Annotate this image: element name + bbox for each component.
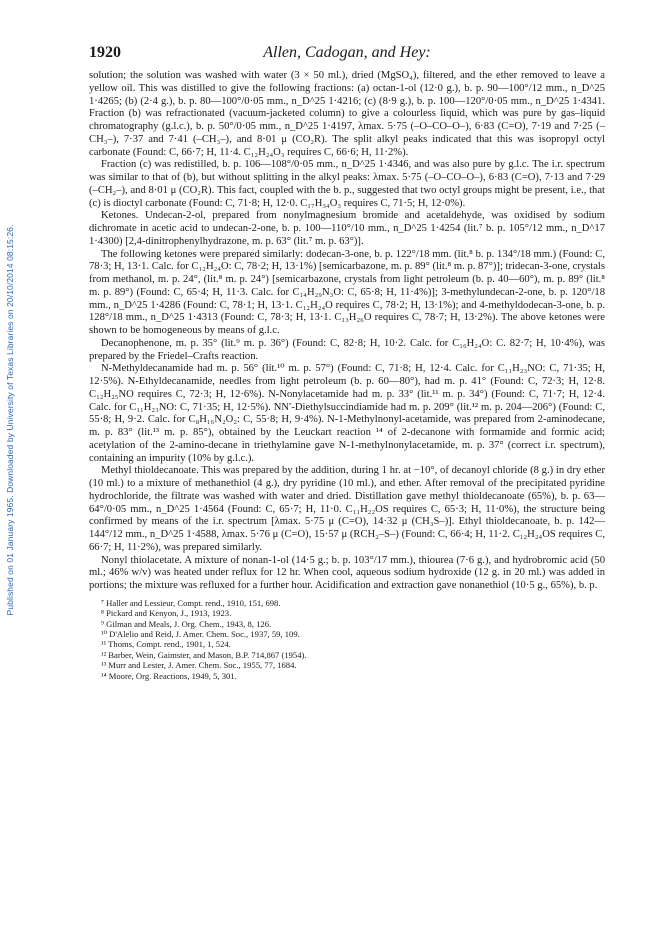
paragraph-fraction-c: Fraction (c) was redistilled, b. p. 106—108°/0·05 mm., n_D^25 1·4346, and was also pure by g.l.c. The i.r. spectrum was similar to that of (b), but without splitting in the alkyl peaks: λmax. 5·75 (–O–CO–O–), 6·83 (C=O), 7·13 and 7·29 (–CH₂–), and 8·01 μ (CO₂R). This fact, coupled with the b. p., suggested that two octyl groups might be present, i.e., that (c) is dioctyl carbonate (Found: C, 71·8; H, 12·0. C₁₇H₃₄O₃ requires C, 71·5; H, 12·0%). bbox=[89, 159, 605, 209]
reference-item: ¹¹ Thoms, Compt. rend., 1901, 1, 524. bbox=[101, 639, 231, 650]
footnote-references bbox=[89, 598, 605, 681]
download-watermark-text: Published on 01 January 1965. Downloaded by University of Texas Libraries on 20/10/2014 08:15:26. bbox=[5, 224, 15, 616]
paragraph-continuation: solution; the solution was washed with water (3 × 50 ml.), dried (MgSO₄), filtered, and the ether removed to leave a yellow oil. This was distilled to give the following fractions: (a) octan-1-ol (12·0 g.), b. p. 90—100°/12 mm., n_D^25 1·4265; (b) (2·4 g.), b. p. 80—100°/0·05 mm., n_D^25 1·4216; (c) (8·9 g.), b. p. 100—120°/0·05 mm., n_D^25 1·4341. Fraction (b) was refractionated (vacuum-jacketed column) to give a colourless liquid, which was pure by gas–liquid chromatography (g.l.c.), b. p. 50°/0·05 mm., n_D^25 1·4197, λmax. 5·75 (–O–CO–O–), 6·83 (C=O), 7·19 and 7·25 (–CH₃–), 7·37 and 7·41 (–CH₃–), and 8·01 μ (CO₂R). The split alkyl peaks indicated that this was isopropyl octyl carbonate (Found: C, 66·7; H, 11·4. C₁₂H₂₄O₃ requires C, 66·6; H, 11·2%). bbox=[89, 70, 605, 158]
reference-item: ⁷ Haller and Lessieur, Compt. rend., 1910, 151, 698. bbox=[101, 597, 281, 608]
paragraph-amides: N-Methyldecanamide had m. p. 56° (lit.¹⁰ m. p. 57°) (Found: C, 71·8; H, 12·4. Calc. for C₁₁H₂₃NO: C, 71·35; H, 12·5%). N-Ethyldecanamide, needles from light petroleum (b. p. 60—80°), had m. p. 41° (Found: C, 72·3; H, 12·8. C₁₂H₂₅NO requires C, 72·3; H, 12·6%). N-Nonylacetamide had m. p. 33° (lit.¹¹ m. p. 34°) (Found: C, 71·7; H, 12·4. Calc. for C₁₁H₂₃NO: C, 71·35; H, 12·5%). NN′-Diethylsuccindiamide had m. p. 209° (lit.¹² m. p. 204—206°) (Found: C, 55·8; H, 9·2. Calc. for C₈H₁₆N₂O₂: C, 55·8; H, 9·4%). N-1-Methylnonyl-acetamide, was prepared from 2-aminodecane, m. p. 83° (lit.¹³ m. p. 85°), obtained by the Leuckart reaction ¹⁴ of 2-decanone with formamide and formic acid; acetylation of the 2-amino-decane in triethylamine gave N-1-methylnonylacetamide, m. p. 37° (correct i.r. spectrum), containing an impurity (10% by g.l.c.). bbox=[89, 363, 605, 464]
journal-page bbox=[89, 44, 605, 681]
reference-item: ¹² Barber, Wein, Gaimster, and Mason, B.P. 714,867 (1954). bbox=[101, 649, 307, 660]
page-header bbox=[89, 44, 605, 64]
download-watermark bbox=[2, 120, 18, 720]
reference-item: ¹⁴ Moore, Org. Reactions, 1949, 5, 301. bbox=[101, 670, 237, 681]
page-number: 1920 bbox=[89, 44, 121, 61]
reference-item: ¹³ Murr and Lester, J. Amer. Chem. Soc., 1955, 77, 1684. bbox=[101, 660, 297, 671]
paragraph-ketone-series: The following ketones were prepared similarly: dodecan-3-one, b. p. 122°/18 mm. (lit.⁸ b. p. 134°/18 mm.) (Found: C, 78·3; H, 13·1. Calc. for C₁₂H₂₄O: C, 78·2; H, 13·1%) [semicarbazone, m. p. 89° (lit.⁸ m. p. 87°)]; tridecan-3-one, crystals from methanol, m. p. 24°, (lit.⁸ m. p. 24°) [semicarbazone, crystals from light petroleum (b. p. 40—60°), m. p. 89° (lit.⁸ m. p. 89°) (Found: C, 65·4; H, 11·3. Calc. for C₁₄H₂₉N₃O: C, 65·8; H, 11·4%)]; 3-methylundecan-2-one, b. p. 120°/18 mm., n_D^25 1·4286 (Found: C, 78·1; H, 13·1. C₁₂H₂₄O requires C, 78·2; H, 13·1%); and 4-methyldodecan-3-one, b. p. 128°/18 mm., n_D^25 1·4313 (Found: C, 78·3; H, 13·1. C₁₃H₂₆O requires C, 78·7; H, 13·2%). The above ketones were shown to be homogeneous by means of g.l.c. bbox=[89, 248, 605, 336]
paragraph-decanophenone: Decanophenone, m. p. 35° (lit.⁹ m. p. 36°) (Found: C, 82·8; H, 10·2. Calc. for C₁₆H₂₄O: C. 82·7; H, 10·4%), was prepared by the Friedel–Crafts reaction. bbox=[89, 337, 605, 362]
paragraph-methyl-thioldecanoate: Methyl thioldecanoate. This was prepared by the addition, during 1 hr. at −10°, of decanoyl chloride (8 g.) in dry ether (10 ml.) to a mixture of methanethiol (4 g.), dry pyridine (10 ml.), and ether. After removal of the precipitated pyridine hydrochloride, the filtrate was washed with water and dried. Distillation gave methyl thioldecanoate (65%), b. p. 63—64°/0·05 mm., n_D^25 1·4564 (Found: C, 65·7; H, 11·0. C₁₁H₂₂OS requires C, 65·3; H, 11·0%), the structure being confirmed by means of the i.r. spectrum [λmax. 5·75 μ (C=O), 14·32 μ (CH₃S–)]. Ethyl thioldecanoate, b. p. 142—144°/12 mm., n_D^25 1·4588, λmax. 5·76 μ (C=O), 15·57 μ (RCH₂–S–) (Found: C, 66·4; H, 11·2. C₁₂H₂₄OS requires C, 66·7; H, 11·2%), was prepared similarly. bbox=[89, 465, 605, 553]
paragraph-nonyl-thiolacetate: Nonyl thiolacetate. A mixture of nonan-1-ol (14·5 g.; b. p. 103°/17 mm.), thiourea (7·6 g.), and hydrobromic acid (50 ml.; 46% w/v) was heated under reflux for 12 hr. When cool, aqueous sodium hydroxide (12 g. in 20 ml.) was added in portions; the mixture was refluxed for a further hour. Acidification and extraction gave nonanethiol (10·5 g., 65%), b. p. bbox=[89, 554, 605, 591]
running-title: Allen, Cadogan, and Hey: bbox=[263, 44, 431, 61]
reference-item: ⁹ Gilman and Meals, J. Org. Chem., 1943, 8, 126. bbox=[101, 618, 272, 629]
paragraph-ketones: Ketones. Undecan-2-ol, prepared from nonylmagnesium bromide and acetaldehyde, was oxidised by sodium dichromate in acetic acid to undecan-2-one, b. p. 100—110°/10 mm., n_D^25 1·4254 (lit.⁷ b. p. 105°/12 mm., n_D^17 1·4300) [2,4-dinitrophenylhydrazone, m. p. 63° (lit.⁷ m. p. 63°)]. bbox=[89, 210, 605, 247]
reference-item: ⁸ Pickard and Kenyon, J., 1913, 1923. bbox=[101, 608, 232, 619]
reference-item: ¹⁰ D'Alelio and Reid, J. Amer. Chem. Soc., 1937, 59, 109. bbox=[101, 628, 300, 639]
article-body bbox=[89, 70, 605, 593]
